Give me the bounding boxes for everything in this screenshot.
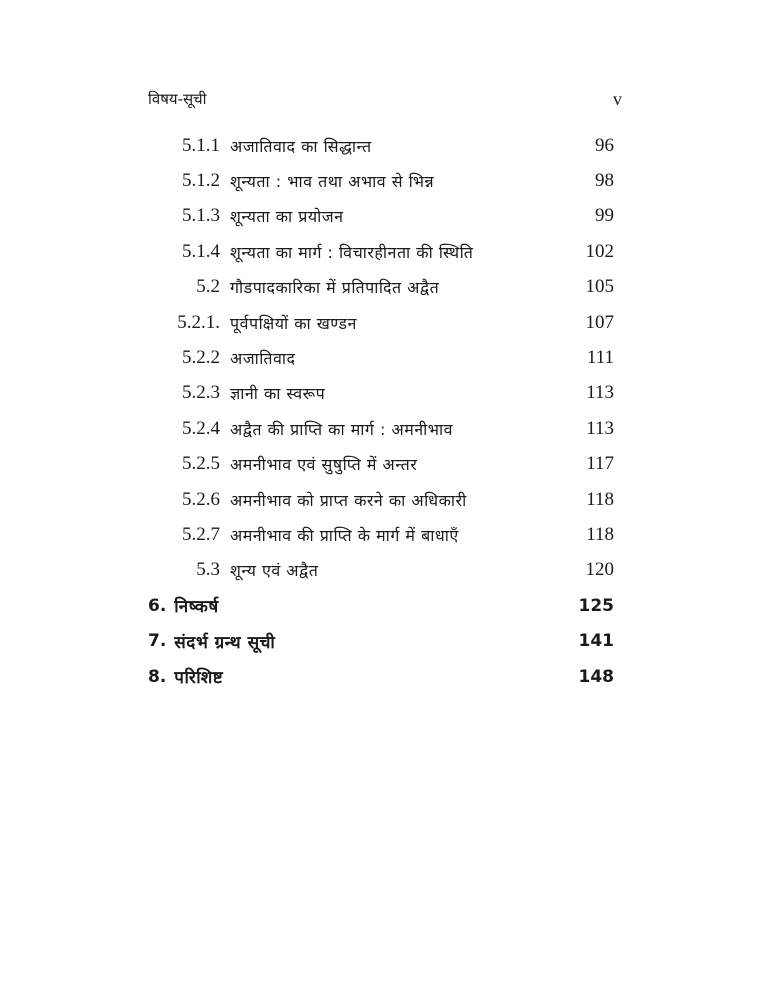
entry-number: 5.3	[196, 559, 220, 581]
entry-title: अजातिवाद का सिद्धान्त	[230, 136, 372, 156]
chapter-page: 125	[578, 595, 614, 616]
entry-number: 5.2.7	[182, 523, 220, 545]
toc-entry[interactable]	[148, 305, 614, 340]
entry-title: पूर्वपक्षियों का खण्डन	[230, 313, 357, 333]
entry-number: 5.2	[196, 276, 220, 298]
entry-number: 5.1.4	[182, 240, 220, 262]
entry-number: 5.1.2	[182, 170, 220, 192]
entry-page: 120	[585, 559, 614, 581]
entry-title: अमनीभाव की प्राप्ति के मार्ग में बाधाएँ	[230, 525, 459, 545]
entry-number: 5.2.3	[182, 382, 220, 404]
toc-entry[interactable]	[148, 553, 614, 588]
entry-title: अमनीभाव एवं सुषुप्ति में अन्तर	[230, 455, 418, 475]
toc-chapter-entry[interactable]	[148, 623, 614, 658]
entry-title: शून्यता : भाव तथा अभाव से भिन्न	[230, 172, 435, 192]
entry-page: 96	[595, 134, 614, 156]
chapter-number: 7.	[148, 631, 167, 652]
entry-page: 118	[586, 488, 614, 510]
entry-number: 5.2.4	[182, 417, 220, 439]
entry-page: 98	[595, 170, 614, 192]
entry-title: ज्ञानी का स्वरूप	[230, 384, 326, 404]
chapter-title: परिशिष्ट	[174, 668, 224, 689]
toc-entry[interactable]	[148, 234, 614, 269]
entry-page: 118	[586, 523, 614, 545]
toc-entry[interactable]	[148, 411, 614, 446]
toc-entry[interactable]	[148, 482, 614, 517]
entry-page: 111	[586, 347, 614, 369]
toc-entry[interactable]	[148, 447, 614, 482]
entry-number: 5.2.2	[182, 347, 220, 369]
entry-page: 105	[585, 276, 614, 298]
entry-title: शून्यता का प्रयोजन	[230, 207, 344, 227]
entry-page: 102	[585, 240, 614, 262]
toc-entry[interactable]	[148, 270, 614, 305]
entry-number: 5.1.1	[182, 134, 220, 156]
entry-page: 113	[586, 382, 614, 404]
toc-entry[interactable]	[148, 199, 614, 234]
toc-entry[interactable]	[148, 376, 614, 411]
toc-entry[interactable]	[148, 517, 614, 552]
chapter-title: संदर्भ ग्रन्थ सूची	[174, 632, 276, 653]
chapter-page: 141	[578, 631, 614, 652]
toc-entry[interactable]	[148, 340, 614, 375]
entry-title: अमनीभाव को प्राप्त करने का अधिकारी	[230, 490, 467, 510]
entry-title: शून्य एवं अद्वैत	[230, 561, 319, 581]
entry-title: शून्यता का मार्ग : विचारहीनता की स्थिति	[230, 242, 474, 262]
entry-page: 113	[586, 417, 614, 439]
entry-title: गौडपादकारिका में प्रतिपादित अद्वैत	[230, 278, 440, 298]
entry-number: 5.1.3	[182, 205, 220, 227]
chapter-title: निष्कर्ष	[174, 597, 219, 618]
entry-number: 5.2.6	[182, 488, 220, 510]
running-header	[148, 86, 626, 112]
entry-number: 5.2.5	[182, 453, 220, 475]
toc-chapter-entry[interactable]	[148, 588, 614, 623]
chapter-number: 8.	[148, 666, 167, 687]
entry-number: 5.2.1.	[177, 311, 220, 333]
chapter-page: 148	[578, 666, 614, 687]
toc-chapter-entry[interactable]	[148, 659, 614, 694]
entry-page: 117	[586, 453, 614, 475]
page-folio: v	[613, 88, 622, 109]
toc-entry[interactable]	[148, 163, 614, 198]
entry-page: 107	[585, 311, 614, 333]
chapter-number: 6.	[148, 595, 167, 616]
table-of-contents	[148, 128, 614, 694]
toc-entry[interactable]	[148, 128, 614, 163]
entry-title: अद्वैत की प्राप्ति का मार्ग : अमनीभाव	[230, 419, 454, 439]
entry-title: अजातिवाद	[230, 349, 296, 369]
running-header-title: विषय-सूची	[148, 90, 207, 108]
entry-page: 99	[595, 205, 614, 227]
